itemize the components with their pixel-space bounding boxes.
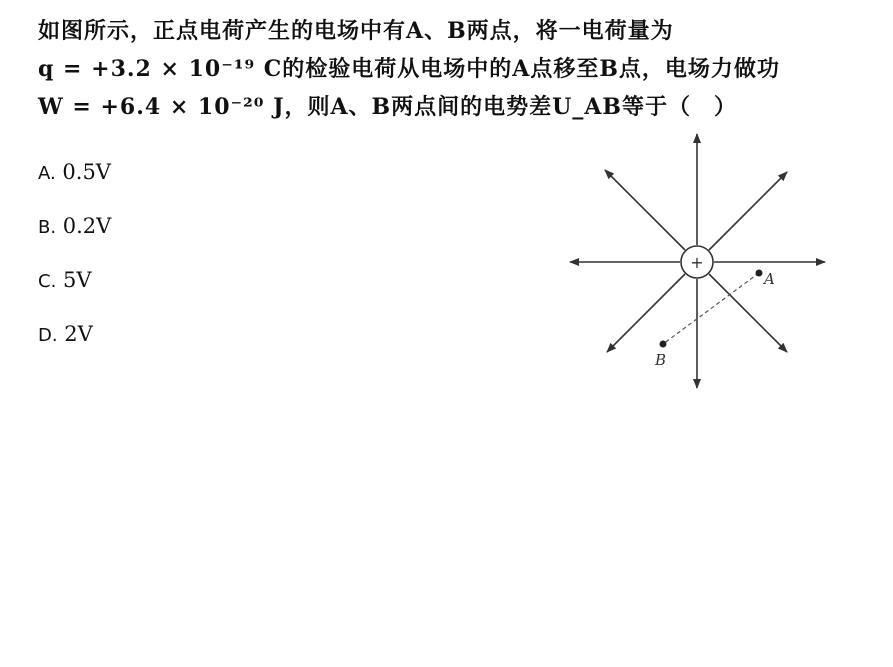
option-a-value: 0.5V — [62, 160, 111, 184]
field-line-upper-left — [605, 170, 685, 250]
field-line-upper-right — [709, 172, 787, 250]
field-line-lower-right — [709, 274, 787, 352]
question-line-1: 如图所示，正点电荷产生的电场中有A、B两点，将一电荷量为 — [38, 18, 674, 44]
point-b — [660, 341, 667, 348]
answer-options — [38, 152, 111, 368]
option-b-letter: B. — [38, 217, 57, 238]
option-a[interactable] — [38, 152, 111, 206]
option-c[interactable] — [38, 260, 111, 314]
option-d[interactable] — [38, 314, 111, 368]
point-a — [756, 270, 763, 277]
charge-symbol: + — [690, 253, 704, 272]
option-c-letter: C. — [38, 271, 57, 292]
option-d-value: 2V — [64, 322, 93, 346]
field-line-lower-left — [607, 274, 685, 352]
question-line-3: W = +6.4 × 10⁻²⁰ J，则A、B两点间的电势差U_AB等于（ ） — [38, 94, 738, 120]
electric-field-figure — [565, 130, 830, 395]
field-diagram — [565, 130, 830, 395]
option-d-letter: D. — [38, 325, 58, 346]
option-a-letter: A. — [38, 163, 56, 184]
option-c-value: 5V — [62, 268, 92, 292]
option-b-value: 0.2V — [62, 214, 112, 238]
question-text — [38, 12, 868, 126]
point-a-label: A — [764, 270, 775, 288]
point-b-label: B — [655, 351, 667, 369]
option-b[interactable] — [38, 206, 111, 260]
question-line-2: q = +3.2 × 10⁻¹⁹ C的检验电荷从电场中的A点移至B点，电场力做功 — [38, 56, 780, 82]
